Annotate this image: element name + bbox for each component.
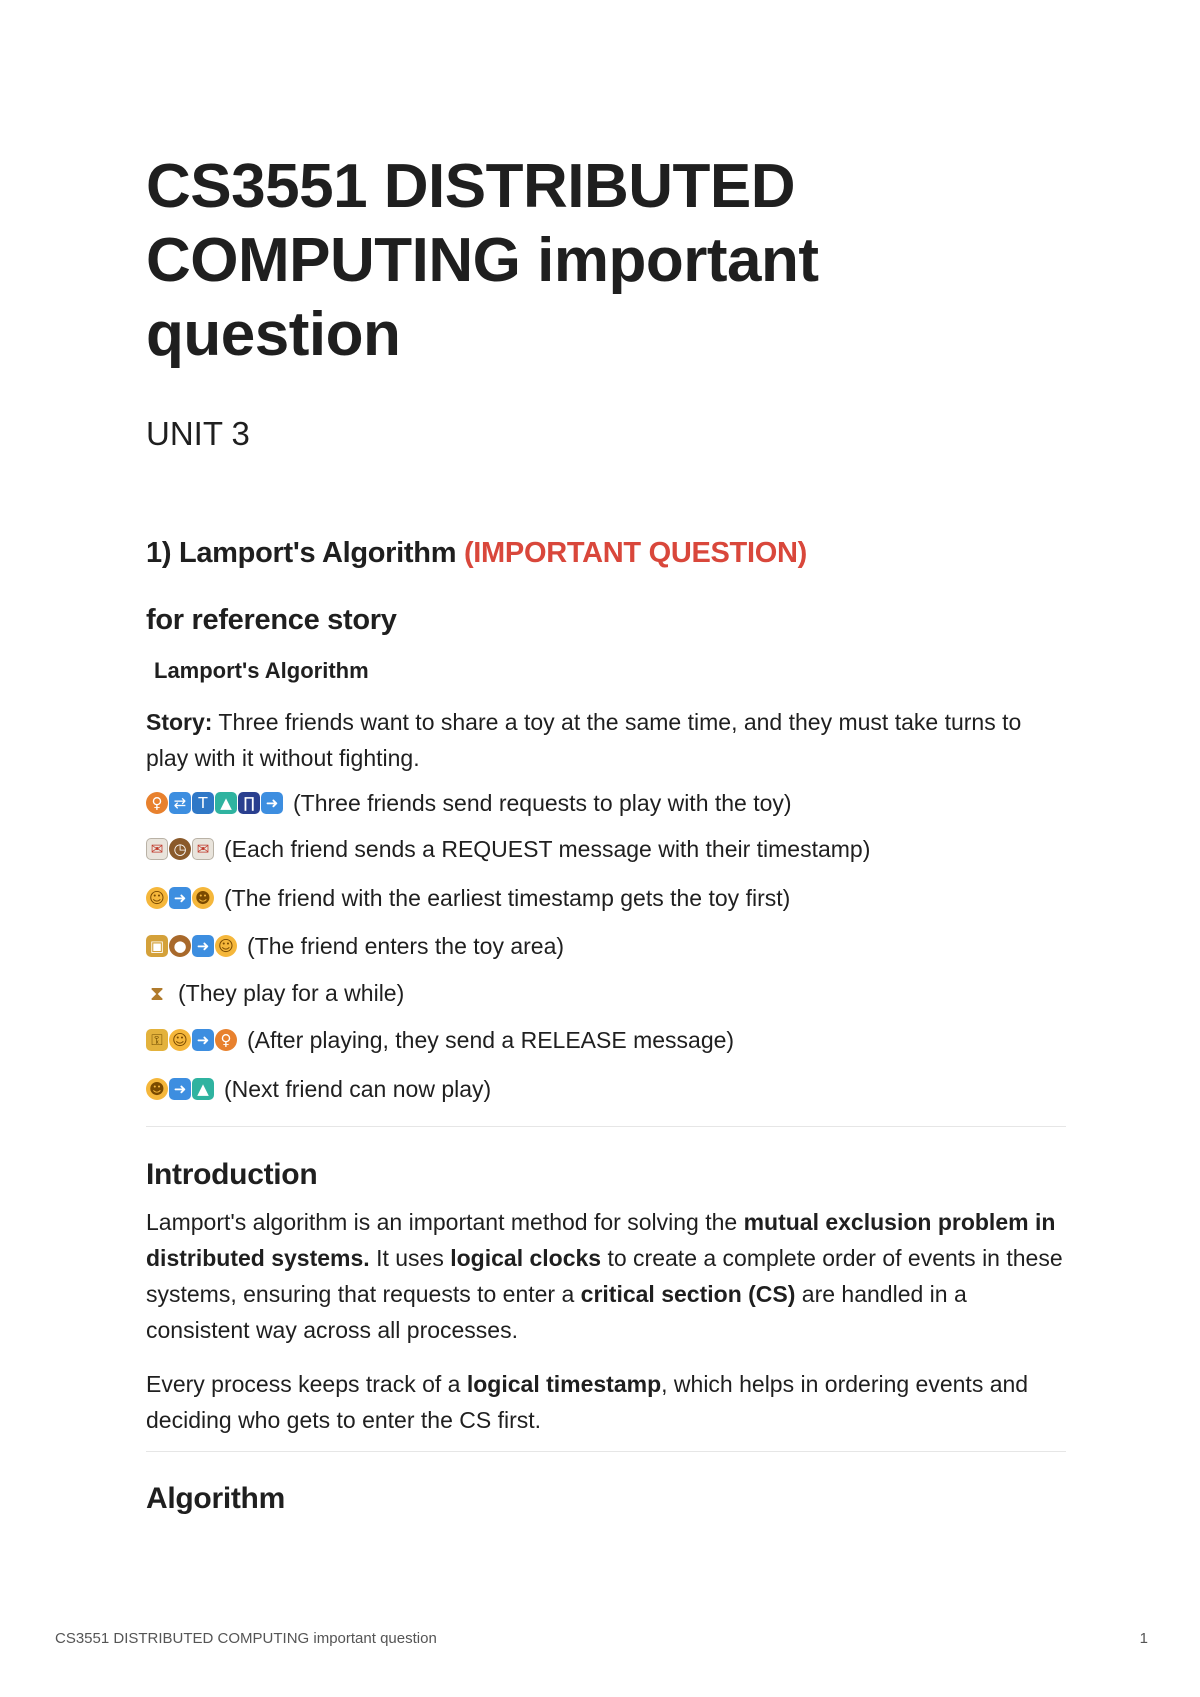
jeans-icon: ∏: [238, 792, 260, 814]
emoji-line: [146, 788, 792, 818]
child-face-icon: ☺: [169, 1029, 191, 1051]
dress-icon: ▲: [192, 1078, 214, 1100]
swap-icon: ⇄: [169, 792, 191, 814]
arrow-right-icon: ➜: [169, 887, 191, 909]
emoji-line: [146, 931, 564, 961]
hourglass-icon: ⧗: [146, 982, 168, 1004]
emoji-line: [146, 883, 790, 913]
introduction-paragraph-2: [146, 1366, 1066, 1438]
divider: [146, 1126, 1066, 1127]
key-icon: ⚿: [146, 1029, 168, 1051]
emoji-group: [146, 1078, 214, 1100]
emoji-group: [146, 982, 168, 1004]
arrow-right-icon: ➜: [192, 1029, 214, 1051]
emoji-line: [146, 978, 404, 1008]
text-run: , which helps in ordering events and deciding who gets to enter the CS first.: [146, 1371, 1029, 1433]
emoji-line: [146, 834, 870, 864]
text-run: to create a complete order of events in these systems, ensuring that requests to enter a: [146, 1245, 1063, 1307]
story-label: Story:: [146, 709, 213, 735]
bold-run: mutual exclusion problem in distributed systems.: [146, 1209, 1056, 1271]
girl-face-icon: ☻: [192, 887, 214, 909]
emoji-group: [146, 887, 214, 909]
emoji-group: [146, 935, 237, 957]
emoji-group: [146, 792, 283, 814]
bold-run: logical timestamp: [466, 1371, 662, 1397]
emoji-line-text: (Three friends send requests to play with the toy): [293, 790, 792, 816]
bold-run: critical section (CS): [580, 1281, 796, 1307]
story-text: Three friends want to share a toy at the same time, and they must take turns to play with it without fighting.: [146, 709, 1022, 771]
introduction-heading: Introduction: [146, 1158, 318, 1191]
girl-face-icon: ☻: [146, 1078, 168, 1100]
girl-icon: ♀: [215, 1029, 237, 1051]
emoji-line-text: (They play for a while): [178, 980, 405, 1006]
story-heading: Lamport's Algorithm: [154, 658, 369, 683]
important-tag: (IMPORTANT QUESTION): [463, 537, 807, 569]
text-run: are handled in a consistent way across all processes.: [146, 1281, 967, 1343]
emoji-line-text: (The friend enters the toy area): [247, 933, 565, 959]
clock-icon: ◷: [169, 838, 191, 860]
algorithm-heading: Algorithm: [146, 1482, 285, 1515]
emoji-line-text: (After playing, they send a RELEASE message): [247, 1027, 735, 1053]
teddy-bear-icon: ●: [169, 935, 191, 957]
question-heading: [146, 537, 807, 570]
child-face-icon: ☺: [215, 935, 237, 957]
emoji-group: [146, 838, 214, 860]
text-run: Lamport's algorithm is an important method for solving the: [146, 1209, 744, 1235]
lock-icon: ▣: [146, 935, 168, 957]
emoji-line-text: (The friend with the earliest timestamp gets the toy first): [224, 885, 791, 911]
emoji-line-text: (Each friend sends a REQUEST message with their timestamp): [224, 836, 871, 862]
bold-run: logical clocks: [450, 1245, 602, 1271]
girl-icon: ♀: [146, 792, 168, 814]
divider: [146, 1451, 1066, 1452]
arrow-right-icon: ➜: [169, 1078, 191, 1100]
text-run: It uses: [369, 1245, 451, 1271]
emoji-line: [146, 1025, 734, 1055]
page-title: CS3551 DISTRIBUTED COMPUTING important question: [146, 152, 819, 369]
arrow-right-icon: ➜: [261, 792, 283, 814]
page-number: 1: [1139, 1630, 1148, 1647]
unit-heading: UNIT 3: [146, 415, 250, 452]
emoji-group: [146, 1029, 237, 1051]
footer-title: CS3551 DISTRIBUTED COMPUTING important question: [55, 1630, 437, 1647]
shirt-icon: T: [192, 792, 214, 814]
emoji-line: [146, 1074, 491, 1104]
text-run: Every process keeps track of a: [146, 1371, 467, 1397]
question-prefix: 1) Lamport's Algorithm: [146, 537, 464, 569]
child-face-icon: ☺: [146, 887, 168, 909]
envelope-icon: ✉: [146, 838, 168, 860]
arrow-right-icon: ➜: [192, 935, 214, 957]
introduction-paragraph-1: [146, 1204, 1066, 1348]
reference-heading: for reference story: [146, 604, 397, 636]
emoji-line-text: (Next friend can now play): [224, 1076, 492, 1102]
dress-icon: ▲: [215, 792, 237, 814]
story-paragraph: [146, 704, 1066, 776]
envelope-icon: ✉: [192, 838, 214, 860]
